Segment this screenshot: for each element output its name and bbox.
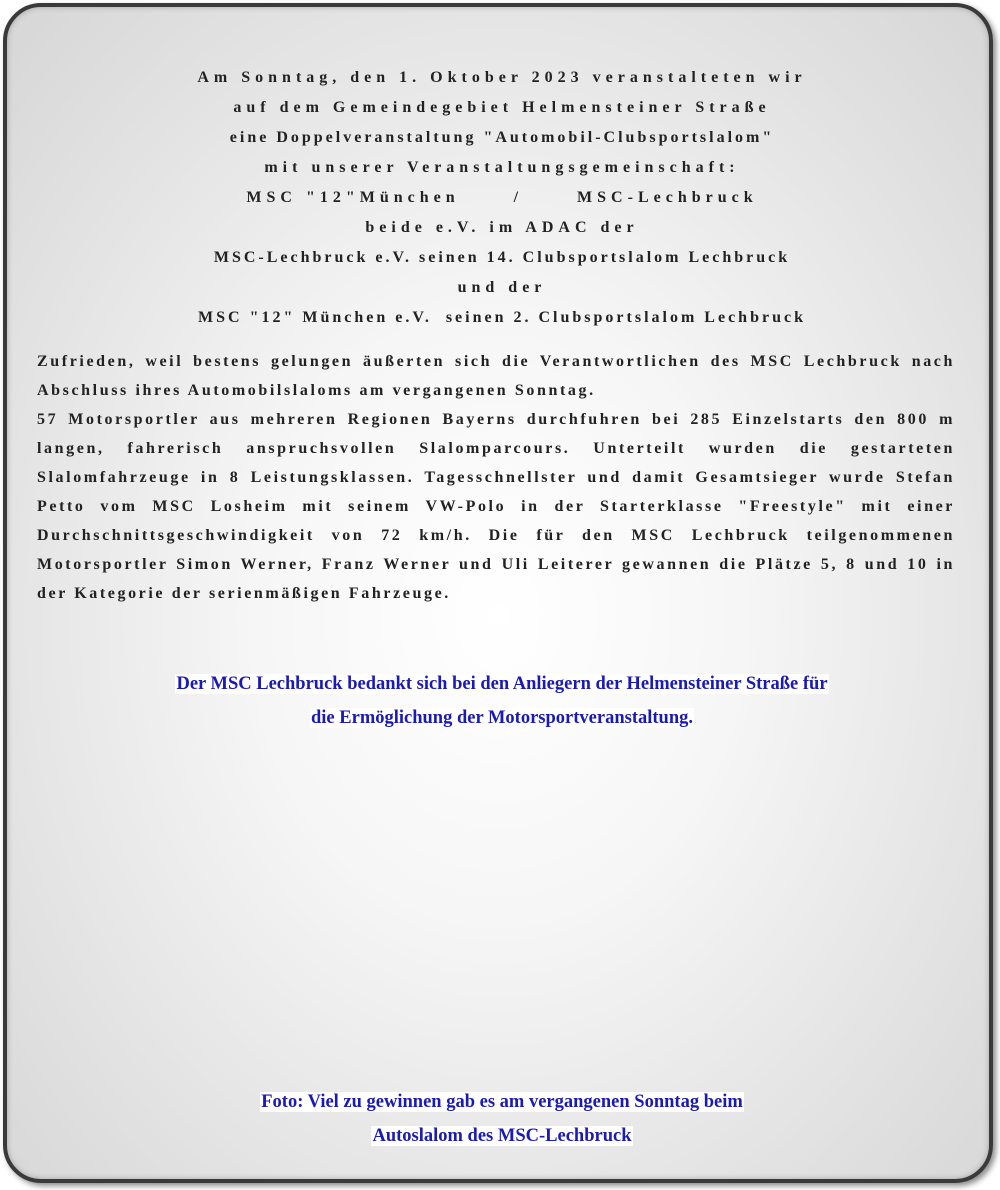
header-line-7: MSC-Lechbruck e.V. seinen 14. Clubsportslalom Lechbruck — [213, 249, 791, 266]
thanks-line-2: die Ermöglichung der Motorsportveranstaltung. — [311, 708, 693, 728]
article-paragraph-1: Zufrieden, weil bestens gelungen äußerten sich die Verantwortlichen des MSC Lechbruck nach Abschluss ihres Automobilslaloms am vergangenen Sonntag. — [37, 353, 955, 399]
header-line-1: Am Sonntag, den 1. Oktober 2023 veranstalteten wir — [197, 69, 807, 86]
article-paragraph-2: 57 Motorsportler aus mehreren Regionen Bayerns durchfuhren bei 285 Einzelstarts den 800 m langen, fahrerisch anspruchsvollen Slalomparcours. Unterteilt wurden die gestarteten Slalomfahrzeuge in 8 Leistungsklassen. Tagesschnellster und damit Gesamtsieger wurde Stefan Petto vom MSC Losheim mit seinem VW-Polo in der Starterklasse "Freestyle" mit einer Durchschnittsgeschwindigkeit von 72 km/h. Die für den MSC Lechbruck teilgenommenen Motorsportler Simon Werner, Franz Werner und Uli Leiterer gewannen die Plätze 5, 8 und 10 in der Kategorie der serienmäßigen Fahrzeuge. — [37, 411, 955, 602]
header-line-4: mit unserer Veranstaltungsgemeinschaft: — [264, 159, 740, 176]
header-line-3: eine Doppelveranstaltung "Automobil-Clubsportslalom" — [229, 129, 775, 146]
header-line-5: MSC "12"München / MSC-Lechbruck — [246, 189, 758, 206]
photo-caption — [7, 1085, 997, 1153]
header-line-6: beide e.V. im ADAC der — [365, 219, 639, 236]
thanks-note — [7, 667, 997, 735]
thanks-line-1: Der MSC Lechbruck bedankt sich bei den Anliegern der Helmensteiner Straße für — [176, 674, 828, 694]
header-line-8: und der — [457, 279, 547, 296]
header-line-2: auf dem Gemeindegebiet Helmensteiner Straße — [233, 99, 771, 116]
page-frame — [3, 3, 993, 1183]
header-line-9: MSC "12" München e.V. seinen 2. Clubsportslalom Lechbruck — [198, 309, 806, 326]
caption-line-2: Autoslalom des MSC-Lechbruck — [372, 1126, 632, 1146]
article-body — [37, 347, 955, 608]
event-header — [7, 63, 997, 333]
caption-line-1: Foto: Viel zu gewinnen gab es am vergangenen Sonntag beim — [261, 1092, 743, 1112]
